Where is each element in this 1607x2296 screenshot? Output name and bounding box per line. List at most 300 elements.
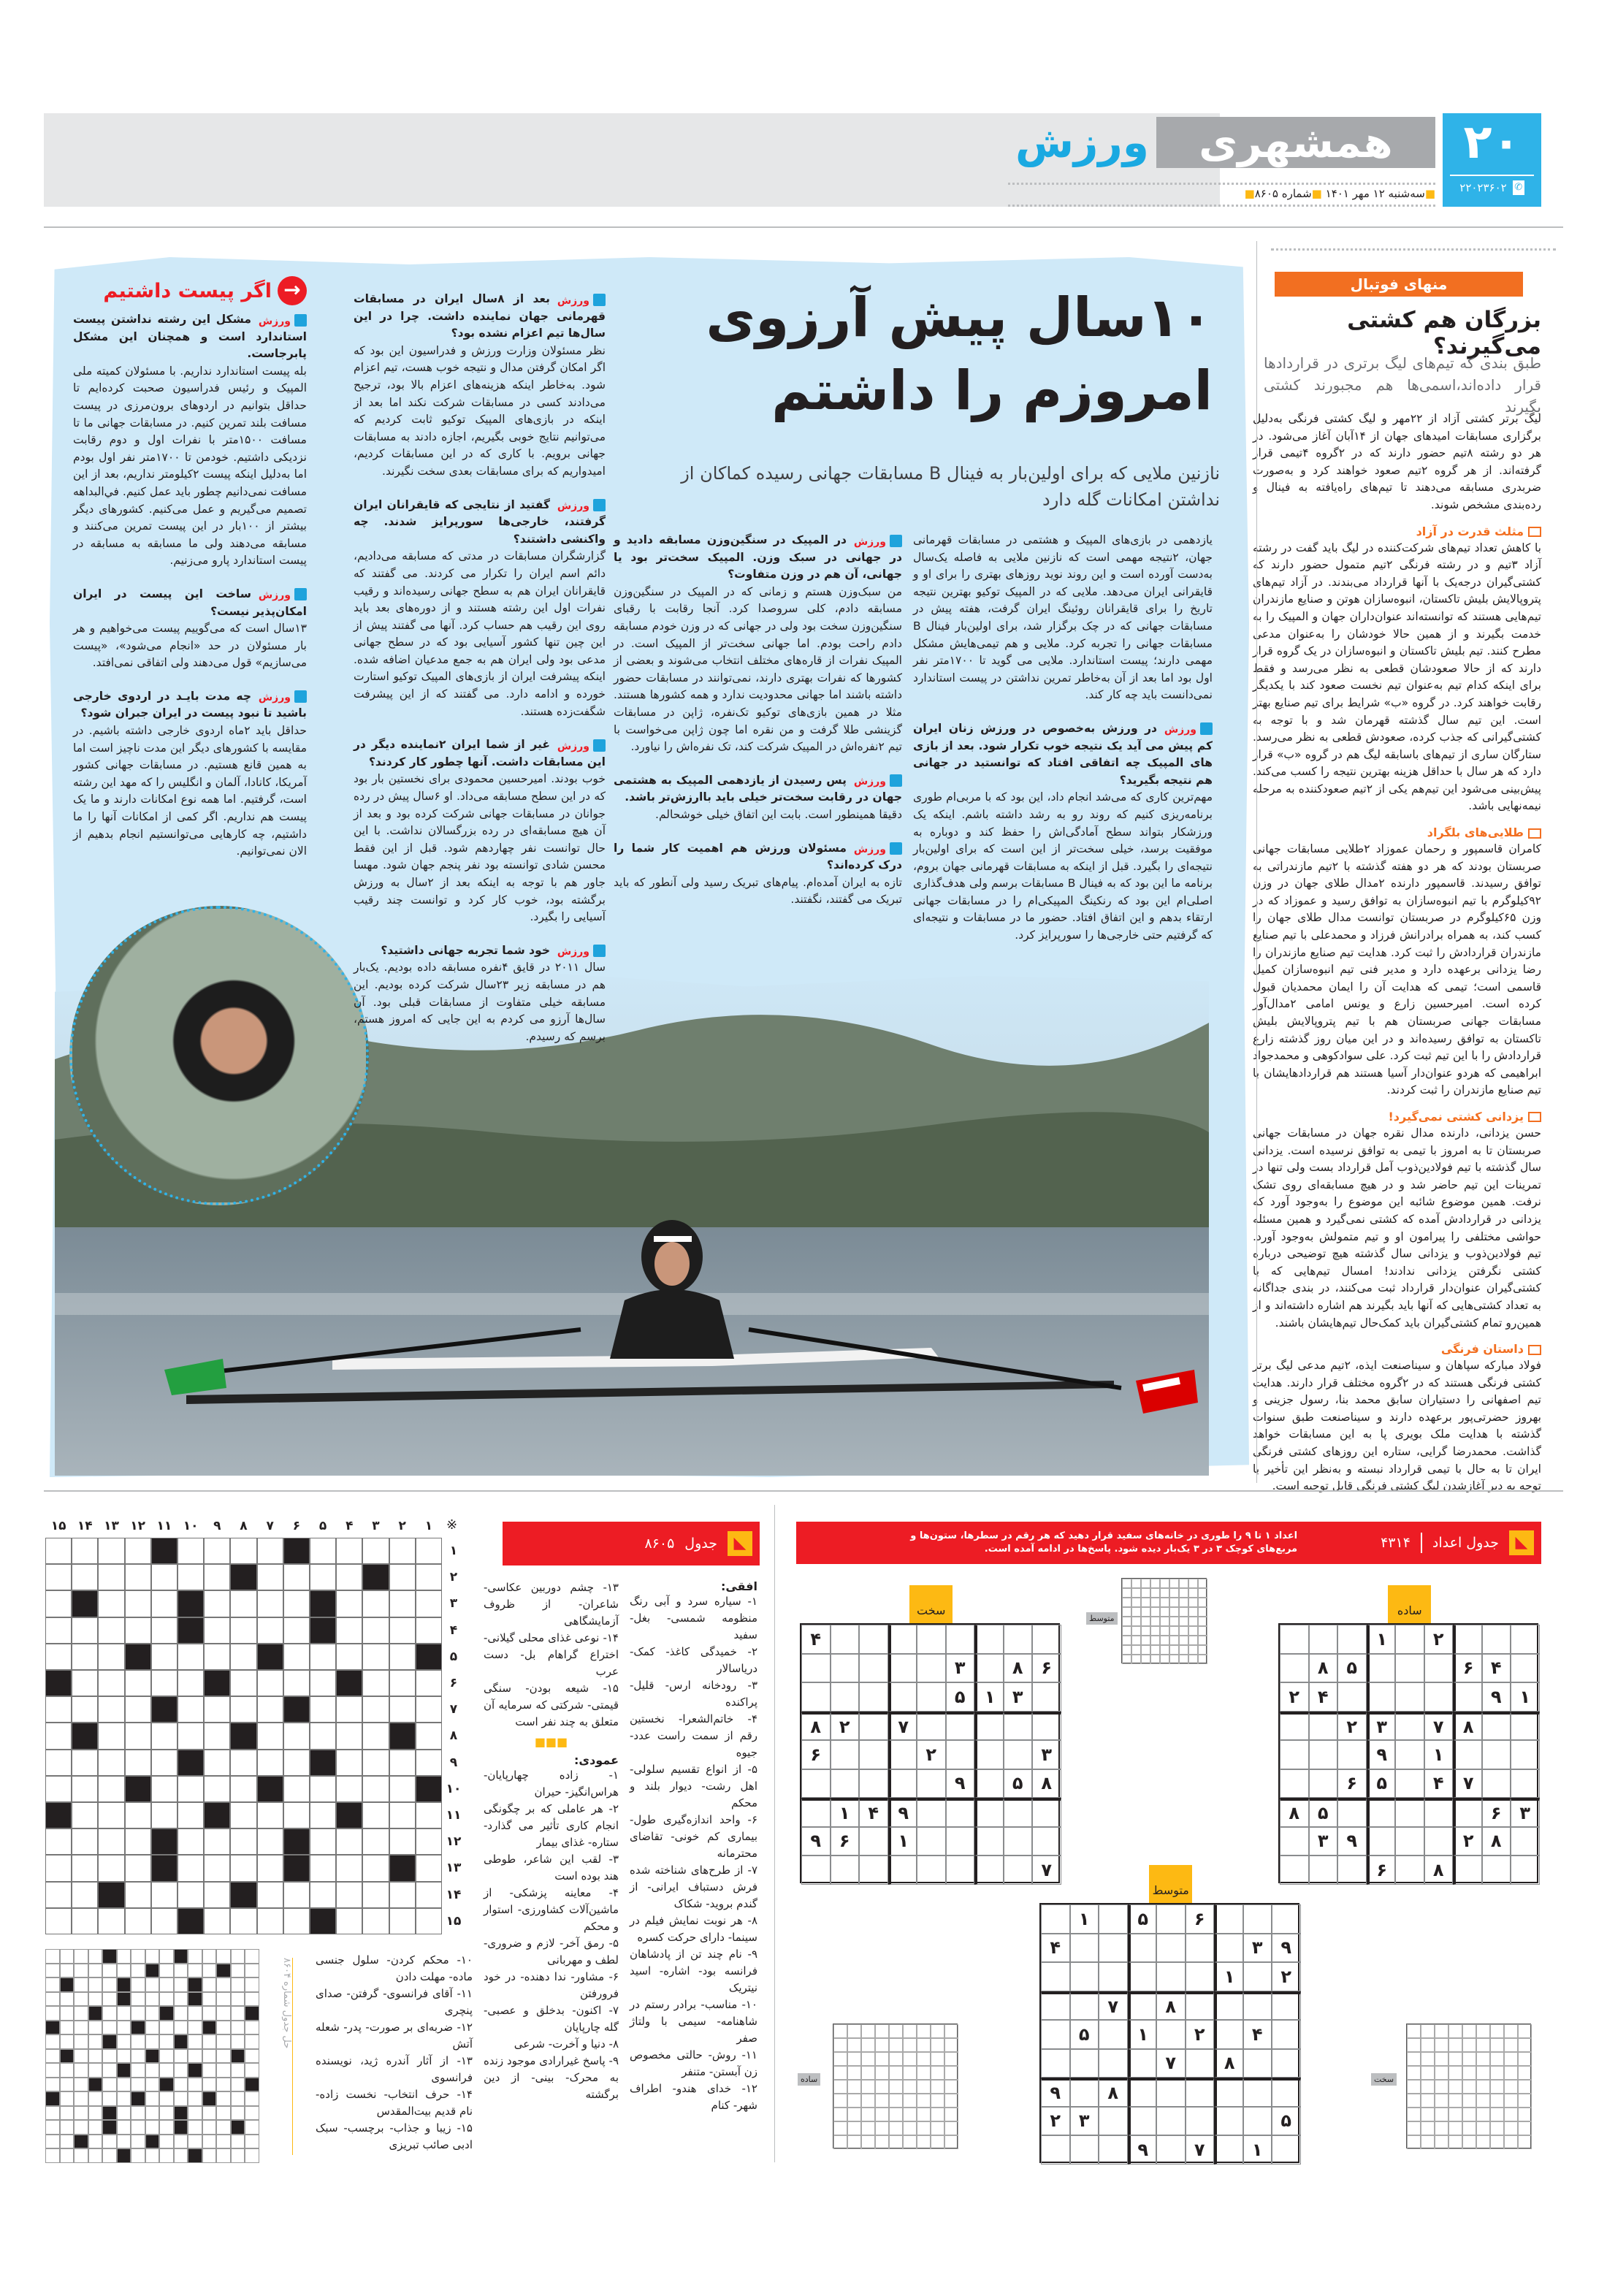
sudoku-cell[interactable]: ۸ [1099,2078,1128,2107]
crossword-cell[interactable] [310,1644,336,1670]
sudoku-cell[interactable]: ۱ [1070,1904,1099,1934]
sudoku-cell[interactable]: ۱ [1511,1682,1540,1712]
sudoku-cell[interactable] [1453,1625,1482,1654]
sudoku-cell[interactable] [1004,1625,1033,1654]
sudoku-cell[interactable] [1099,2049,1128,2078]
crossword-cell[interactable] [178,1696,204,1723]
sudoku-cell[interactable]: ۶ [1453,1654,1482,1683]
crossword-cell[interactable] [257,1908,283,1934]
sudoku-cell[interactable]: ۵ [1337,1654,1367,1683]
crossword-cell[interactable] [416,1617,442,1644]
crossword-cell[interactable] [257,1750,283,1776]
crossword-cell[interactable] [72,1538,98,1564]
sudoku-cell[interactable] [1424,1654,1454,1683]
sudoku-cell[interactable]: ۳ [1309,1827,1338,1856]
crossword-cell[interactable] [336,1855,362,1881]
sudoku-cell[interactable] [1214,1991,1243,2021]
crossword-cell[interactable] [98,1855,124,1881]
crossword-cell[interactable] [125,1750,151,1776]
sudoku-cell[interactable] [801,1856,831,1885]
sudoku-cell[interactable] [1453,1682,1482,1712]
sudoku-cell[interactable] [888,1654,917,1683]
sudoku-cell[interactable] [1214,2020,1243,2049]
sudoku-cell[interactable]: ۷ [1453,1769,1482,1799]
sudoku-cell[interactable] [888,1682,917,1712]
sudoku-cell[interactable]: ۷ [1156,2049,1186,2078]
crossword-cell[interactable] [283,1750,310,1776]
sudoku-cell[interactable] [1156,1904,1186,1934]
sudoku-cell[interactable] [831,1625,860,1654]
crossword-cell[interactable] [230,1828,256,1855]
sudoku-cell[interactable] [1395,1740,1424,1769]
sudoku-cell[interactable]: ۸ [1214,2049,1243,2078]
crossword-cell[interactable] [151,1590,178,1617]
crossword-cell[interactable] [257,1882,283,1908]
sudoku-cell[interactable] [1004,1712,1033,1741]
crossword-cell[interactable] [336,1750,362,1776]
sudoku-cell[interactable]: ۹ [1482,1682,1511,1712]
sudoku-cell[interactable] [974,1769,1004,1799]
crossword-cell[interactable] [151,1776,178,1802]
sudoku-cell[interactable] [1041,2049,1070,2078]
crossword-cell[interactable] [336,1644,362,1670]
crossword-cell[interactable] [283,1908,310,1934]
crossword-cell[interactable] [416,1670,442,1696]
crossword-cell[interactable] [416,1828,442,1855]
crossword-cell[interactable] [283,1564,310,1590]
crossword-cell[interactable] [257,1723,283,1749]
crossword-cell[interactable] [204,1696,230,1723]
crossword-cell[interactable] [204,1644,230,1670]
crossword-cell[interactable] [125,1828,151,1855]
sudoku-cell[interactable]: ۸ [801,1712,831,1741]
crossword-cell[interactable] [230,1696,256,1723]
sudoku-cell[interactable] [1482,1856,1511,1885]
crossword-cell[interactable] [257,1564,283,1590]
sudoku-cell[interactable]: ۱ [1424,1740,1454,1769]
sudoku-cell[interactable] [917,1827,946,1856]
sudoku-cell[interactable]: ۲ [917,1740,946,1769]
sudoku-cell[interactable] [1004,1856,1033,1885]
sudoku-cell[interactable] [1395,1827,1424,1856]
sudoku-cell[interactable]: ۶ [1186,1904,1215,1934]
sudoku-cell[interactable]: ۲ [1041,2107,1070,2136]
sudoku-cell[interactable]: ۲ [1272,1962,1301,1991]
sudoku-cell[interactable] [946,1798,975,1827]
crossword-cell[interactable] [178,1670,204,1696]
sudoku-cell[interactable]: ۱ [1243,2135,1272,2165]
crossword-cell[interactable] [98,1908,124,1934]
sudoku-cell[interactable] [801,1769,831,1799]
sudoku-cell[interactable] [1070,2135,1099,2165]
crossword-cell[interactable] [310,1855,336,1881]
sudoku-cell[interactable]: ۴ [1041,1934,1070,1963]
sudoku-cell[interactable]: ۸ [1482,1827,1511,1856]
sudoku-cell[interactable] [1070,1991,1099,2021]
sudoku-cell[interactable] [1186,1962,1215,1991]
crossword-cell[interactable] [178,1644,204,1670]
sudoku-cell[interactable]: ۳ [1070,2107,1099,2136]
crossword-cell[interactable] [204,1538,230,1564]
sudoku-cell[interactable] [974,1712,1004,1741]
crossword-cell[interactable] [336,1776,362,1802]
sudoku-cell[interactable] [1280,1625,1309,1654]
sudoku-cell[interactable]: ۵ [1272,2107,1301,2136]
crossword-cell[interactable] [45,1750,72,1776]
sudoku-cell[interactable] [1511,1769,1540,1799]
sudoku-cell[interactable]: ۹ [1272,1934,1301,1963]
crossword-cell[interactable] [257,1828,283,1855]
sudoku-cell[interactable]: ۱ [1367,1625,1396,1654]
sudoku-cell[interactable] [1367,1798,1396,1827]
sudoku-cell[interactable] [1004,1740,1033,1769]
crossword-cell[interactable] [125,1696,151,1723]
crossword-cell[interactable] [257,1538,283,1564]
sudoku-cell[interactable] [1337,1798,1367,1827]
crossword-cell[interactable] [362,1696,389,1723]
crossword-cell[interactable] [389,1750,416,1776]
sudoku-cell[interactable]: ۸ [1453,1712,1482,1741]
crossword-cell[interactable] [45,1696,72,1723]
sudoku-cell[interactable] [831,1654,860,1683]
crossword-cell[interactable] [98,1802,124,1828]
crossword-cell[interactable] [45,1617,72,1644]
sudoku-cell[interactable] [1243,1991,1272,2021]
sudoku-cell[interactable]: ۹ [1367,1740,1396,1769]
crossword-cell[interactable] [336,1590,362,1617]
crossword-cell[interactable] [45,1644,72,1670]
crossword-cell[interactable] [125,1802,151,1828]
sudoku-cell[interactable] [1272,2049,1301,2078]
sudoku-cell[interactable] [1032,1682,1061,1712]
sudoku-cell[interactable]: ۴ [1482,1654,1511,1683]
sudoku-cell[interactable] [1156,2135,1186,2165]
sudoku-cell[interactable] [1041,2135,1070,2165]
crossword-cell[interactable] [257,1670,283,1696]
crossword-cell[interactable] [98,1590,124,1617]
crossword-cell[interactable] [336,1696,362,1723]
sudoku-cell[interactable]: ۹ [1337,1827,1367,1856]
sudoku-cell[interactable] [1041,1991,1070,2021]
crossword-cell[interactable] [98,1564,124,1590]
sudoku-cell[interactable]: ۵ [1004,1769,1033,1799]
sudoku-cell[interactable] [1186,2049,1215,2078]
sudoku-cell[interactable] [1482,1625,1511,1654]
crossword-cell[interactable] [125,1723,151,1749]
sudoku-cell[interactable] [1309,1769,1338,1799]
crossword-cell[interactable] [362,1882,389,1908]
crossword-cell[interactable] [45,1908,72,1934]
crossword-cell[interactable] [283,1776,310,1802]
crossword-cell[interactable] [416,1564,442,1590]
sudoku-cell[interactable]: ۷ [888,1712,917,1741]
crossword-cell[interactable] [389,1802,416,1828]
sudoku-cell[interactable]: ۵ [946,1682,975,1712]
sudoku-cell[interactable] [1214,2107,1243,2136]
sudoku-cell[interactable] [1128,2107,1157,2136]
sudoku-cell[interactable]: ۲ [1424,1625,1454,1654]
sudoku-cell[interactable] [1099,1934,1128,1963]
crossword-cell[interactable] [151,1644,178,1670]
sudoku-cell[interactable] [1272,2135,1301,2165]
sudoku-cell[interactable] [1424,1798,1454,1827]
sudoku-cell[interactable] [974,1625,1004,1654]
crossword-cell[interactable] [72,1776,98,1802]
sudoku-cell[interactable] [1395,1769,1424,1799]
crossword-cell[interactable] [336,1564,362,1590]
sudoku-cell[interactable] [1128,1934,1157,1963]
sudoku-cell[interactable] [1272,1991,1301,2021]
crossword-cell[interactable] [362,1670,389,1696]
crossword-cell[interactable] [389,1617,416,1644]
crossword-cell[interactable] [257,1802,283,1828]
sudoku-cell[interactable] [888,1740,917,1769]
crossword-cell[interactable] [98,1644,124,1670]
sudoku-cell[interactable] [1128,2078,1157,2107]
sudoku-cell[interactable] [1482,1769,1511,1799]
crossword-cell[interactable] [283,1670,310,1696]
sudoku-cell[interactable] [1280,1769,1309,1799]
sudoku-cell[interactable]: ۶ [801,1740,831,1769]
crossword-cell[interactable] [204,1828,230,1855]
sudoku-cell[interactable] [1280,1856,1309,1885]
sudoku-cell[interactable] [1041,2020,1070,2049]
sudoku-cell[interactable] [1214,1934,1243,1963]
sudoku-cell[interactable]: ۵ [1309,1798,1338,1827]
crossword-cell[interactable] [310,1776,336,1802]
crossword-cell[interactable] [204,1855,230,1881]
sudoku-cell[interactable] [1453,1798,1482,1827]
sudoku-cell[interactable] [1511,1712,1540,1741]
crossword-cell[interactable] [416,1855,442,1881]
sudoku-cell[interactable] [917,1798,946,1827]
sudoku-cell[interactable]: ۸ [1032,1769,1061,1799]
sudoku-cell[interactable]: ۴ [1309,1682,1338,1712]
sudoku-cell[interactable]: ۳ [1032,1740,1061,1769]
sudoku-cell[interactable] [1156,2107,1186,2136]
sudoku-cell[interactable] [1070,2049,1099,2078]
sudoku-cell[interactable] [888,1769,917,1799]
crossword-cell[interactable] [416,1723,442,1749]
crossword-cell[interactable] [283,1590,310,1617]
sudoku-cell[interactable] [831,1856,860,1885]
sudoku-cell[interactable]: ۸ [1156,1991,1186,2021]
crossword-cell[interactable] [151,1670,178,1696]
crossword-cell[interactable] [310,1723,336,1749]
sudoku-cell[interactable] [1070,1962,1099,1991]
sudoku-cell[interactable]: ۱ [888,1827,917,1856]
crossword-cell[interactable] [230,1617,256,1644]
crossword-cell[interactable] [416,1750,442,1776]
sudoku-cell[interactable] [1156,1962,1186,1991]
crossword-cell[interactable] [230,1908,256,1934]
sudoku-cell[interactable] [1272,2020,1301,2049]
sudoku-cell[interactable]: ۲ [1337,1712,1367,1741]
crossword-cell[interactable] [72,1802,98,1828]
sudoku-cell[interactable]: ۹ [888,1798,917,1827]
sudoku-cell[interactable] [1004,1827,1033,1856]
crossword-cell[interactable] [178,1802,204,1828]
sudoku-cell[interactable] [1511,1625,1540,1654]
sudoku-cell[interactable] [1186,2107,1215,2136]
crossword-cell[interactable] [178,1564,204,1590]
crossword-cell[interactable] [389,1908,416,1934]
sudoku-cell[interactable]: ۶ [1337,1769,1367,1799]
sudoku-cell[interactable] [1004,1798,1033,1827]
sudoku-cell[interactable] [1309,1625,1338,1654]
sudoku-cell[interactable]: ۴ [1424,1769,1454,1799]
sudoku-cell[interactable] [1214,1904,1243,1934]
sudoku-cell[interactable] [1272,1904,1301,1934]
crossword-cell[interactable] [204,1882,230,1908]
sudoku-cell[interactable] [888,1856,917,1885]
sudoku-cell[interactable] [1243,2049,1272,2078]
sudoku-cell[interactable] [1453,1856,1482,1885]
sudoku-cell[interactable] [946,1827,975,1856]
sudoku-cell[interactable] [1099,2020,1128,2049]
sudoku-cell[interactable] [1214,2135,1243,2165]
sudoku-cell[interactable]: ۳ [946,1654,975,1683]
sudoku-cell[interactable] [917,1712,946,1741]
crossword-cell[interactable] [72,1855,98,1881]
sudoku-cell[interactable] [1367,1827,1396,1856]
crossword-cell[interactable] [125,1670,151,1696]
sudoku-cell[interactable] [1395,1856,1424,1885]
crossword-cell[interactable] [125,1908,151,1934]
crossword-cell[interactable] [72,1750,98,1776]
sudoku-cell[interactable] [917,1682,946,1712]
crossword-cell[interactable] [72,1644,98,1670]
sudoku-cell[interactable] [1156,2020,1186,2049]
crossword-cell[interactable] [336,1908,362,1934]
crossword-cell[interactable] [204,1617,230,1644]
crossword-cell[interactable] [362,1776,389,1802]
crossword-cell[interactable] [72,1696,98,1723]
sudoku-cell[interactable] [1367,1682,1396,1712]
sudoku-cell[interactable] [801,1682,831,1712]
crossword-cell[interactable] [389,1696,416,1723]
crossword-cell[interactable] [362,1828,389,1855]
crossword-cell[interactable] [310,1538,336,1564]
crossword-cell[interactable] [178,1828,204,1855]
sudoku-cell[interactable] [1128,1991,1157,2021]
sudoku-cell[interactable] [1395,1682,1424,1712]
sudoku-cell[interactable] [1337,1740,1367,1769]
crossword-cell[interactable] [204,1750,230,1776]
sudoku-cell[interactable] [1511,1654,1540,1683]
crossword-cell[interactable] [257,1617,283,1644]
crossword-cell[interactable] [178,1882,204,1908]
sudoku-cell[interactable] [1041,1904,1070,1934]
sudoku-cell[interactable]: ۶ [1032,1654,1061,1683]
crossword-cell[interactable] [310,1882,336,1908]
crossword-cell[interactable] [362,1590,389,1617]
sudoku-cell[interactable]: ۲ [1186,2020,1215,2049]
sudoku-cell[interactable] [1032,1827,1061,1856]
sudoku-cell[interactable]: ۲ [831,1712,860,1741]
sudoku-cell[interactable] [1309,1856,1338,1885]
sudoku-cell[interactable] [859,1654,888,1683]
crossword-cell[interactable] [45,1855,72,1881]
crossword-cell[interactable] [389,1564,416,1590]
crossword-cell[interactable] [310,1696,336,1723]
crossword-cell[interactable] [98,1538,124,1564]
sudoku-cell[interactable] [946,1625,975,1654]
sudoku-cell[interactable] [917,1769,946,1799]
crossword-cell[interactable] [416,1538,442,1564]
sudoku-cell[interactable] [859,1625,888,1654]
sudoku-cell[interactable] [1099,2135,1128,2165]
sudoku-cell[interactable] [1186,1991,1215,2021]
crossword-cell[interactable] [416,1802,442,1828]
crossword-cell[interactable] [362,1617,389,1644]
sudoku-cell[interactable] [859,1712,888,1741]
crossword-cell[interactable] [151,1750,178,1776]
sudoku-cell[interactable]: ۱ [974,1682,1004,1712]
sudoku-cell[interactable]: ۱ [1128,2020,1157,2049]
crossword-cell[interactable] [389,1644,416,1670]
crossword-cell[interactable] [389,1590,416,1617]
sudoku-cell[interactable] [1367,1654,1396,1683]
sudoku-cell[interactable] [1032,1625,1061,1654]
crossword-cell[interactable] [45,1882,72,1908]
crossword-cell[interactable] [336,1723,362,1749]
sudoku-cell[interactable]: ۴ [801,1625,831,1654]
crossword-cell[interactable] [230,1855,256,1881]
crossword-cell[interactable] [230,1776,256,1802]
sudoku-cell[interactable] [1395,1625,1424,1654]
crossword-cell[interactable] [230,1750,256,1776]
crossword-cell[interactable] [151,1908,178,1934]
crossword-cell[interactable] [204,1564,230,1590]
sudoku-cell[interactable] [831,1769,860,1799]
crossword-cell[interactable] [45,1828,72,1855]
sudoku-cell[interactable] [1243,2078,1272,2107]
crossword-cell[interactable] [98,1723,124,1749]
sudoku-cell[interactable]: ۵ [1128,1904,1157,1934]
sudoku-cell[interactable] [1395,1712,1424,1741]
sudoku-cell[interactable] [801,1654,831,1683]
crossword-cell[interactable] [283,1617,310,1644]
crossword-cell[interactable] [178,1776,204,1802]
crossword-cell[interactable] [45,1590,72,1617]
crossword-cell[interactable] [389,1538,416,1564]
sudoku-cell[interactable] [917,1625,946,1654]
crossword-cell[interactable] [72,1882,98,1908]
sudoku-cell[interactable] [974,1856,1004,1885]
crossword-cell[interactable] [257,1590,283,1617]
crossword-cell[interactable] [362,1750,389,1776]
sudoku-cell[interactable] [1186,1934,1215,1963]
sudoku-cell[interactable] [1032,1712,1061,1741]
crossword-cell[interactable] [362,1802,389,1828]
crossword-cell[interactable] [204,1590,230,1617]
sudoku-cell[interactable]: ۹ [1041,2078,1070,2107]
crossword-cell[interactable] [204,1723,230,1749]
crossword-cell[interactable] [151,1723,178,1749]
sudoku-cell[interactable]: ۱ [831,1798,860,1827]
crossword-cell[interactable] [178,1723,204,1749]
sudoku-cell[interactable]: ۸ [1309,1654,1338,1683]
sudoku-cell[interactable] [1280,1712,1309,1741]
sudoku-cell[interactable]: ۹ [946,1769,975,1799]
sudoku-cell[interactable] [1099,1962,1128,1991]
crossword-cell[interactable] [362,1908,389,1934]
sudoku-cell[interactable] [1070,2078,1099,2107]
crossword-cell[interactable] [72,1617,98,1644]
crossword-cell[interactable] [178,1855,204,1881]
crossword-cell[interactable] [362,1644,389,1670]
